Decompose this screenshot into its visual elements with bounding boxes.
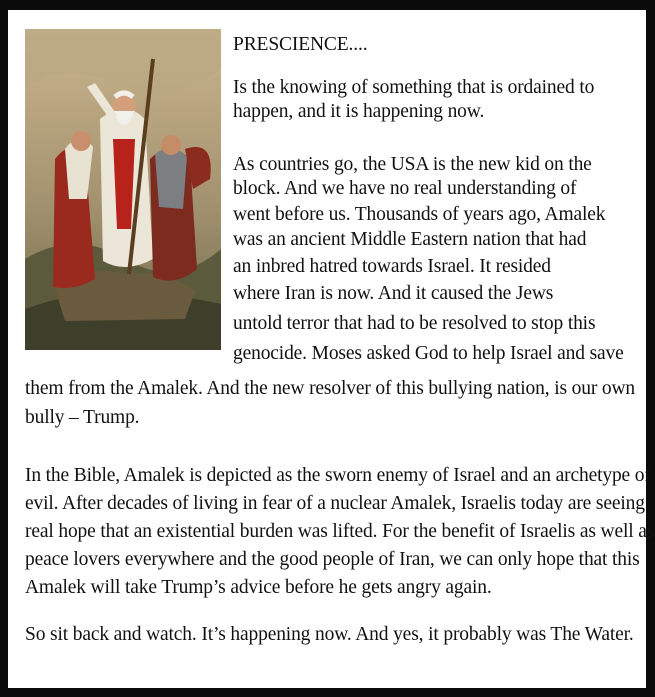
body-line: As countries go, the USA is the new kid on the bbox=[233, 154, 592, 175]
bible-line: Amalek will take Trump’s advice before he gets angry again. bbox=[25, 577, 492, 598]
intro-line: happen, and it is happening now. bbox=[233, 101, 485, 122]
body-line: was an ancient Middle Eastern nation that had bbox=[233, 229, 587, 250]
body-line: went before us. Thousands of years ago, Amalek bbox=[233, 204, 606, 225]
moses-painting-image bbox=[25, 29, 221, 350]
body-line: where Iran is now. And it caused the Jews bbox=[233, 283, 554, 304]
body-line: them from the Amalek. And the new resolver of this bullying nation, is our own bbox=[25, 378, 636, 399]
bible-line: In the Bible, Amalek is depicted as the sworn enemy of Israel and an archetype of bbox=[25, 465, 651, 486]
bible-line: real hope that an existential burden was lifted. For the benefit of Israelis as well as bbox=[25, 521, 655, 542]
moses-painting-icon bbox=[25, 29, 221, 350]
heading: PRESCIENCE.... bbox=[233, 34, 368, 55]
intro-line: Is the knowing of something that is ordained to bbox=[233, 77, 595, 98]
body-line: block. And we have no real understanding of bbox=[233, 178, 577, 199]
closing-line: So sit back and watch. It’s happening now. And yes, it probably was The Water. bbox=[25, 624, 634, 645]
body-line: bully – Trump. bbox=[25, 407, 140, 428]
body-line: untold terror that had to be resolved to stop this bbox=[233, 313, 596, 334]
bible-line: evil. After decades of living in fear of a nuclear Amalek, Israelis today are seeing bbox=[25, 493, 645, 514]
body-line: an inbred hatred towards Israel. It resided bbox=[233, 256, 551, 277]
body-line: genocide. Moses asked God to help Israel and save bbox=[233, 343, 624, 364]
meme-card bbox=[8, 10, 655, 688]
bible-line: peace lovers everywhere and the good people of Iran, we can only hope that this bbox=[25, 549, 640, 570]
